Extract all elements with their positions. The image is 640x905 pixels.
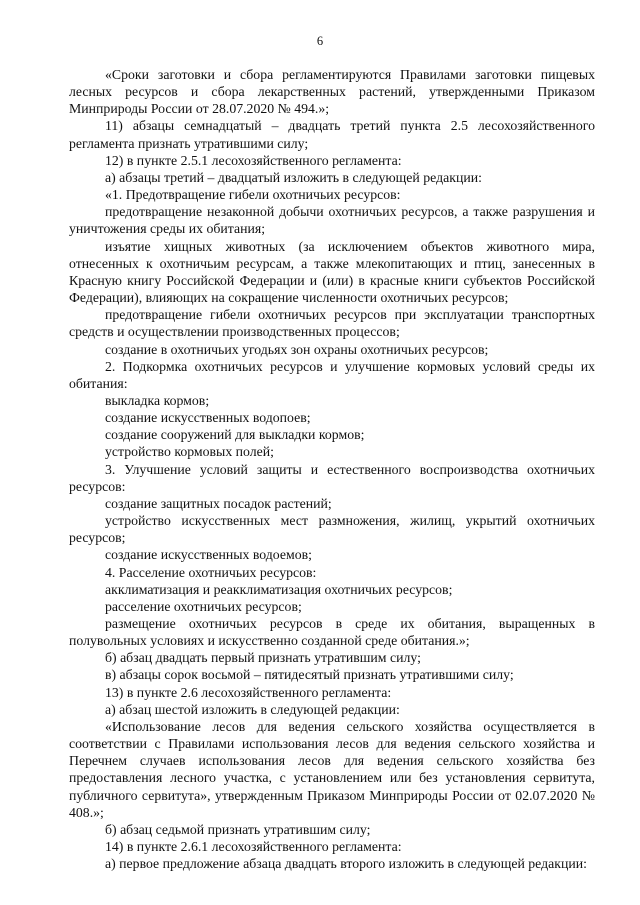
paragraph: 11) абзацы семнадцатый – двадцать третий пункта 2.5 лесохозяйственного регламента признать утратившими силу; — [69, 118, 595, 151]
paragraph: а) первое предложение абзаца двадцать второго изложить в следующей редакции: — [105, 856, 587, 872]
paragraph: создание искусственных водоемов; — [105, 547, 312, 563]
paragraph: создание сооружений для выкладки кормов; — [105, 427, 365, 443]
page-number: 6 — [316, 34, 324, 48]
paragraph: предотвращение незаконной добычи охотничьих ресурсов, а также разрушения и уничтожения среды их обитания; — [69, 204, 595, 237]
paragraph: создание искусственных водопоев; — [105, 410, 311, 426]
paragraph: предотвращение гибели охотничьих ресурсов при эксплуатации транспортных средств и осуществлении производственных процессов; — [69, 307, 595, 340]
paragraph: 4. Расселение охотничьих ресурсов: — [105, 564, 317, 580]
paragraph: устройство искусственных мест размножения, жилищ, укрытий охотничьих ресурсов; — [69, 513, 595, 546]
paragraph: «Использование лесов для ведения сельского хозяйства осуществляется в соответствии с Правилами использования лесов для ведения сельского хозяйства и Перечнем случаев использования лесов для ведения сельского хозяйства без предоставления лесного участка, с установлением или без установления сервитута, публичного сервитута», утвержденным Приказом Минприроды России от 02.07.2020 № 408.»; — [69, 718, 595, 820]
paragraph: выкладка кормов; — [105, 392, 210, 408]
paragraph: в) абзацы сорок восьмой – пятидесятый признать утратившими силу; — [105, 667, 514, 683]
paragraph: 14) в пункте 2.6.1 лесохозяйственного регламента: — [105, 839, 402, 855]
paragraph: 2. Подкормка охотничьих ресурсов и улучшение кормовых условий среды их обитания: — [69, 358, 595, 391]
paragraph: создание в охотничьих угодьях зон охраны охотничьих ресурсов; — [105, 341, 489, 357]
paragraph: б) абзац седьмой признать утратившим силу; — [105, 821, 371, 837]
paragraph: 13) в пункте 2.6 лесохозяйственного регламента: — [105, 684, 392, 700]
paragraph: «Сроки заготовки и сбора регламентируются Правилами заготовки пищевых лесных ресурсов и сбора лекарственных растений, утвержденными Приказом Минприроды России от 28.07.2020 № 494.»; — [69, 67, 595, 117]
paragraph: изъятие хищных животных (за исключением объектов животного мира, отнесенных к охотничьим ресурсам, а также млекопитающих и птиц, занесенных в Красную книгу Российской Федерации и (или) в красные книги субъектов Российской Федерации), влияющих на сокращение численности охотничьих ресурсов; — [69, 238, 595, 306]
paragraph: 12) в пункте 2.5.1 лесохозяйственного регламента: — [105, 152, 402, 168]
paragraph: устройство кормовых полей; — [105, 444, 274, 460]
document-body — [69, 66, 595, 872]
paragraph: размещение охотничьих ресурсов в среде их обитания, выращенных в полувольных условиях и искусственно созданной среде обитания.»; — [69, 616, 595, 649]
paragraph: а) абзац шестой изложить в следующей редакции: — [105, 701, 400, 717]
paragraph: «1. Предотвращение гибели охотничьих ресурсов: — [105, 187, 401, 203]
paragraph: акклиматизация и реакклиматизация охотничьих ресурсов; — [105, 581, 453, 597]
paragraph: расселение охотничьих ресурсов; — [105, 598, 302, 614]
paragraph: а) абзацы третий – двадцатый изложить в следующей редакции: — [105, 169, 482, 185]
paragraph: б) абзац двадцать первый признать утратившим силу; — [105, 650, 421, 666]
paragraph: создание защитных посадок растений; — [105, 495, 332, 511]
paragraph: 3. Улучшение условий защиты и естественного воспроизводства охотничьих ресурсов: — [69, 461, 595, 494]
